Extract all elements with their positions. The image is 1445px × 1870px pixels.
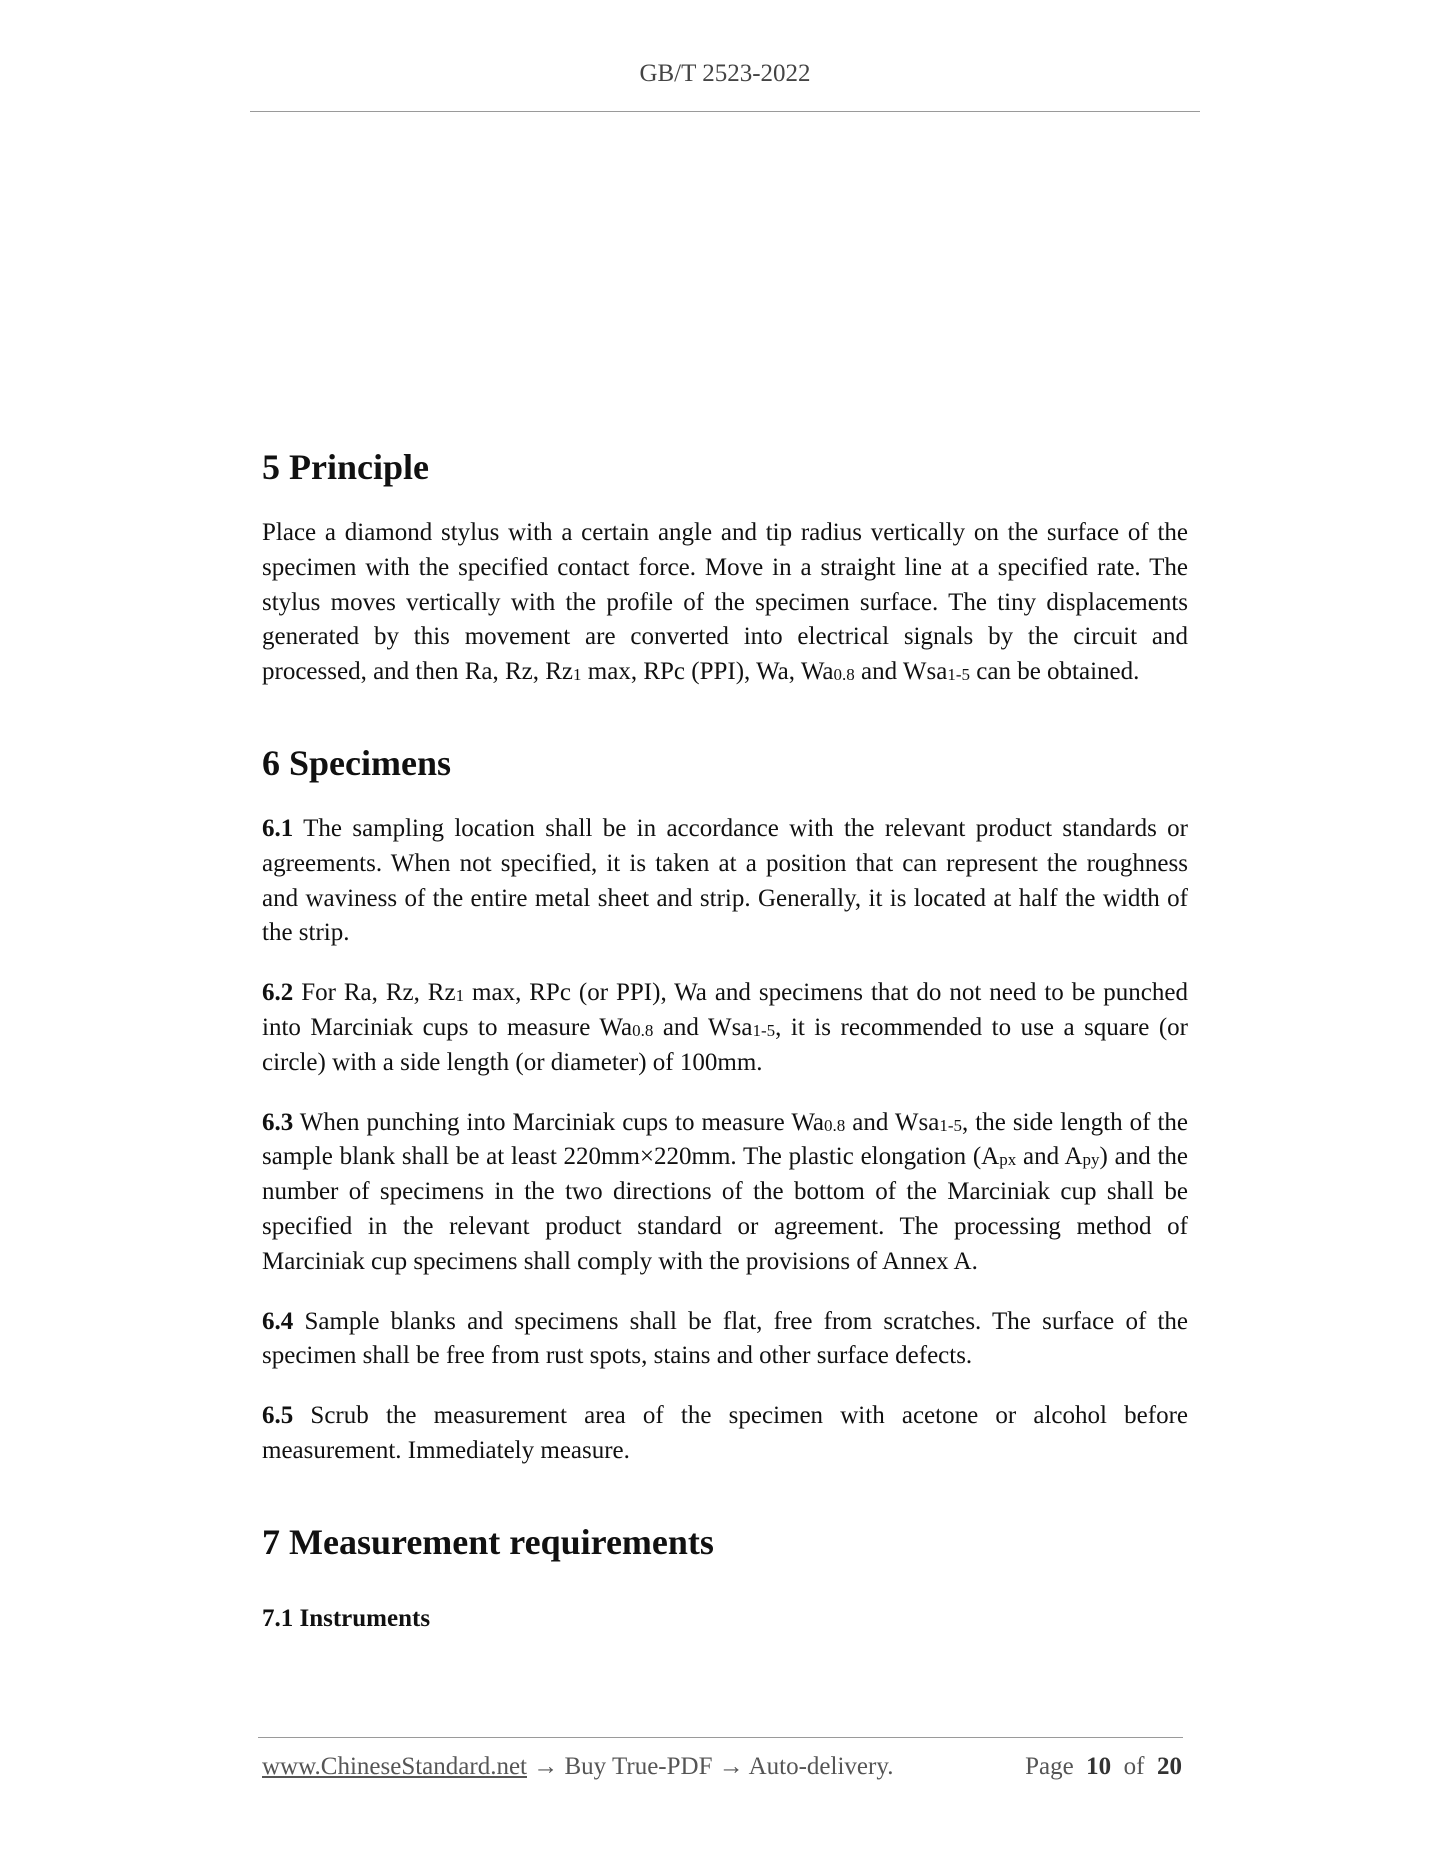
running-header: GB/T 2523-2022 bbox=[639, 60, 811, 87]
page-footer bbox=[262, 1753, 1182, 1781]
clause-6-4: 6.4 Sample blanks and specimens shall be flat, free from scratches. The surface of the specimen shall be free from rust spots, stains and other surface defects. bbox=[262, 1307, 1188, 1370]
clause-6-5-number: 6.5 bbox=[262, 1402, 294, 1430]
section-7-heading: 7 Measurement requirements bbox=[262, 1521, 714, 1562]
clause-6-1: 6.1 The sampling location shall be in accordance with the relevant product standards or agreements. When not specified, it is taken at a position that can represent the roughness and waviness of the entire metal sheet and strip. Generally, it is located at half the width of the strip. bbox=[262, 814, 1188, 947]
document-body bbox=[262, 440, 1188, 1639]
clause-6-1-number: 6.1 bbox=[262, 814, 294, 842]
clause-6-2-number: 6.2 bbox=[262, 979, 294, 1007]
page-indicator: Page 10 of 20 bbox=[1025, 1753, 1182, 1780]
clause-6-3: 6.3 When punching into Marciniak cups to measure $Wa_{0.8}$ and Wsa$_{1-5}$, the side length of the sample blank shall be at least 220mm×220mm. The plastic elongation ($A_{px}$ and $A_{py}$) and the number of specimens in the two directions of the bottom of the Marciniak cup shall be specified in the relevant product standard or agreement. The processing method of Marciniak cup specimens shall comply with the provisions of Annex A. bbox=[262, 1108, 1188, 1275]
clause-6-5: 6.5 Scrub the measurement area of the specimen with acetone or alcohol before measurement. Immediately measure. bbox=[262, 1402, 1188, 1464]
clause-6-3-number: 6.3 bbox=[262, 1108, 294, 1136]
promo-text: → Buy True-PDF → Auto-delivery. bbox=[527, 1753, 894, 1780]
site-link[interactable]: www.ChineseStandard.net bbox=[262, 1753, 527, 1780]
current-page: 10 bbox=[1086, 1753, 1112, 1780]
clause-6-4-number: 6.4 bbox=[262, 1307, 294, 1335]
footer-divider bbox=[258, 1737, 1183, 1738]
section-5-heading: 5 Principle bbox=[262, 447, 429, 487]
section-6-heading: 6 Specimens bbox=[262, 742, 451, 783]
clause-6-2: 6.2 For Ra, Rz, $Rz_1$ max, RPc (or PPI), Wa and specimens that do not need to be punched into Marciniak cups to measure $Wa_{0.8}$ and Wsa$_{1-5}$, it is recommended to use a square (or circle) with a side length (or diameter) of 100mm. bbox=[262, 979, 1188, 1076]
footer-promo bbox=[262, 1753, 893, 1781]
total-pages: 20 bbox=[1157, 1753, 1182, 1780]
section-5-paragraph: Place a diamond stylus with a certain angle and tip radius vertically on the surface of the specimen with the specified contact force. Move in a straight line at a specified rate. The stylus moves vertically with the profile of the specimen surface. The tiny displacements generated by this movement are converted into electrical signals by the circuit and processed, and then Ra, Rz, $Rz_1$ max, RPc (PPI), Wa, $Wa_{0.8}$ and Wsa$_{1-5}$ can be obtained. bbox=[262, 519, 1188, 686]
subsection-7-1-heading: 7.1 Instruments bbox=[262, 1604, 431, 1632]
header-divider bbox=[250, 111, 1200, 112]
